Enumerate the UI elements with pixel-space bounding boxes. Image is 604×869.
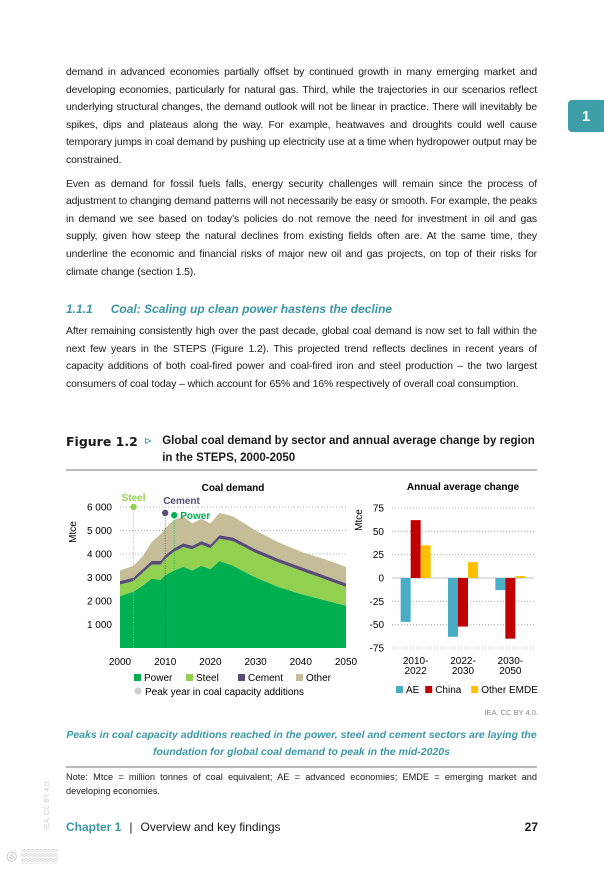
legend-swatch xyxy=(296,674,303,681)
annual-change-chart xyxy=(350,472,550,702)
y-tick-label: 4 000 xyxy=(86,549,112,561)
x-tick-label: 2010- xyxy=(402,656,429,667)
peak-marker xyxy=(130,504,136,510)
peak-marker xyxy=(171,512,177,518)
x-tick-label: 2000 xyxy=(108,657,132,668)
figure-credit: IEA. CC BY 4.0. xyxy=(484,708,538,717)
figure-arrow-icon: ⊳ xyxy=(143,436,153,447)
y-tick-label: 1 000 xyxy=(86,620,112,631)
legend-label: Other xyxy=(306,673,332,684)
footer-chapter: Chapter 1 xyxy=(66,820,122,834)
x-tick-label: 2022- xyxy=(450,656,476,667)
legend-label: Power xyxy=(144,673,173,684)
watermark-logo: ◎ ▒▒▒▒ xyxy=(6,848,58,863)
figure-header xyxy=(66,433,537,467)
side-watermark: IEA. CC BY 4.0. xyxy=(44,779,51,830)
peak-label: Cement xyxy=(163,495,200,507)
bar-other-emde xyxy=(421,545,431,578)
x-tick-label: 2030- xyxy=(497,656,524,667)
y-tick-label: 2 000 xyxy=(86,596,112,608)
legend-swatch xyxy=(425,686,432,693)
legend-label: AE xyxy=(406,685,420,696)
x-tick-label: 2030 xyxy=(244,657,267,668)
paragraph: After remaining consistently high over the past decade, global coal demand is now set to fall within the next few years in the STEPS (Figure 1.2). This projected trend reflects declines in recent years of capacity additions of both coal-fired power and coal-fired iron and steel production – the two largest consumers of coal today – which account for 65% and 16% respectively of overall coal consumption. xyxy=(66,326,537,390)
paragraph: Even as demand for fossil fuels falls, energy security challenges will remain since the process of adjustment to changing demand patterns will not necessarily be easy or smooth. For example, the peaks in demand we see based on today’s policies do not remove the need for investment in oil and gas supply, given how steep the natural declines from existing fields often are. At the same time, they underline the economic and financial risks of major new oil and gas projects, on top of their risks for climate change (section 1.5). xyxy=(66,178,537,278)
peak-marker xyxy=(162,510,168,516)
bar-ae xyxy=(401,578,411,622)
y-tick-label: 3 000 xyxy=(86,573,112,584)
bar-ae xyxy=(495,578,505,590)
section-title: Coal: Scaling up clean power hastens the decline xyxy=(110,302,393,317)
chapter-tab[interactable]: 1 xyxy=(568,100,604,132)
legend-label: Peak year in coal capacity additions xyxy=(145,687,304,698)
footer xyxy=(66,820,281,834)
divider xyxy=(66,469,537,471)
y-tick-label: -50 xyxy=(369,620,384,632)
legend-peak-marker xyxy=(135,688,142,695)
legend-swatch xyxy=(471,686,478,693)
x-tick-label: 2040 xyxy=(289,657,312,668)
y-axis-label: Mtce xyxy=(354,509,365,531)
y-tick-label: 0 xyxy=(378,573,384,585)
legend-swatch xyxy=(396,686,403,693)
legend-label: Steel xyxy=(196,673,219,684)
divider xyxy=(66,766,537,768)
x-tick-label: 2010 xyxy=(154,657,177,668)
bar-china xyxy=(505,578,515,639)
footer-title: Overview and key findings xyxy=(140,820,281,834)
y-tick-label: 50 xyxy=(372,526,384,538)
x-tick-label: 2030 xyxy=(451,666,475,677)
coal-demand-chart xyxy=(60,472,360,702)
legend-swatch xyxy=(238,674,245,681)
bar-other-emde xyxy=(468,562,478,578)
legend-label: Cement xyxy=(248,673,284,684)
legend-label: Other EMDE xyxy=(481,685,538,696)
page-number: 27 xyxy=(524,820,538,834)
bar-china xyxy=(458,578,468,627)
bar-other-emde xyxy=(515,576,525,578)
x-tick-label: 2020 xyxy=(199,657,222,668)
x-tick-label: 2050 xyxy=(334,657,358,668)
peak-label: Power xyxy=(180,511,211,523)
x-tick-label: 2022 xyxy=(404,666,427,677)
y-tick-label: 6 000 xyxy=(86,502,112,514)
figure-caption: Peaks in coal capacity additions reached in the power, steel and cement sectors are laying the foundation for global coal demand to peak in the mid-2020s xyxy=(66,729,537,758)
y-tick-label: 5 000 xyxy=(86,526,112,537)
y-tick-label: -75 xyxy=(369,643,384,655)
section-number: 1.1.1 xyxy=(66,302,93,317)
bar-china xyxy=(411,520,421,578)
bar-ae xyxy=(448,578,458,637)
legend-swatch xyxy=(134,674,141,681)
y-axis-label: Mtce xyxy=(68,521,79,543)
figure-note: Note: Mtce = million tonnes of coal equivalent; AE = advanced economies; EMDE = emerging market and developing economies. xyxy=(66,772,537,796)
peak-label: Steel xyxy=(121,493,146,504)
section-heading xyxy=(66,301,537,317)
y-tick-label: -25 xyxy=(369,596,384,608)
y-tick-label: 25 xyxy=(372,550,384,562)
paragraph: demand in advanced economies partially offset by continued growth in many emerging market and developing economies, particularly for natural gas. Third, while the trajectories in our scenarios reflect underlying structural changes, the demand outlook will not be linear in practice. There will inevitably be spikes, dips and plateaus along the way. For example, heatwaves and droughts could well cause temporary jumps in coal demand by pushing up electricity use at a time when hydropower output may be constrained. xyxy=(66,67,537,166)
legend-swatch xyxy=(186,674,193,681)
legend-label: China xyxy=(435,685,462,696)
y-tick-label: 75 xyxy=(372,503,384,515)
x-tick-label: 2050 xyxy=(499,666,522,677)
figure-label: Figure 1.2 xyxy=(66,434,138,449)
chart-title: Annual average change xyxy=(406,482,520,493)
footer-separator: | xyxy=(129,820,133,834)
body-text xyxy=(66,64,537,400)
figure-title: Global coal demand by sector and annual average change by region in the STEPS, 2000-2050 xyxy=(162,435,535,464)
chart-title: Coal demand xyxy=(201,483,265,494)
